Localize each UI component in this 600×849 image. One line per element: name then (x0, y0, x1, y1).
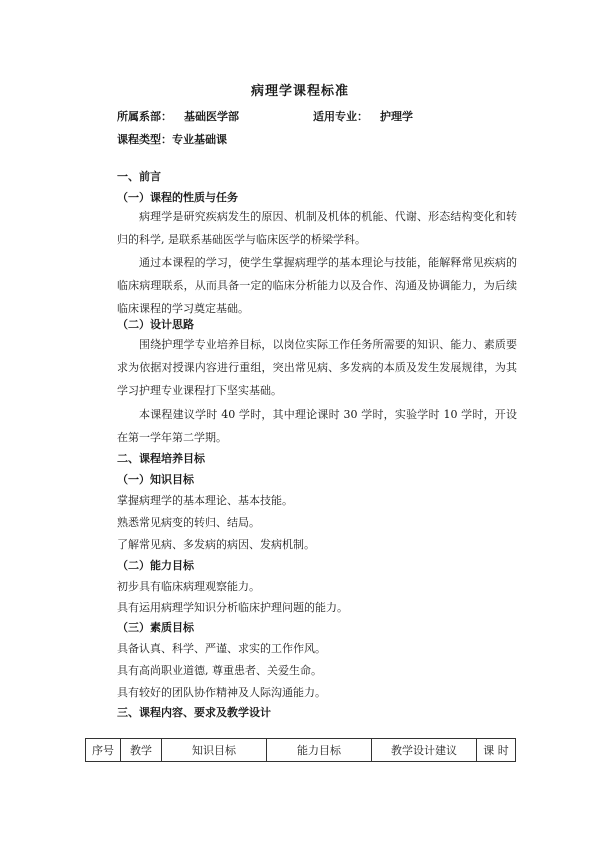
subheading-ability: （二）能力目标 (117, 559, 194, 572)
table-header-cell: 知识目标 (162, 739, 267, 762)
table-header-cell: 能力目标 (267, 739, 372, 762)
table-header-cell: 教学设计建议 (372, 739, 477, 762)
knowledge-item-2: 熟悉常见病变的转归、结局。 (117, 516, 260, 529)
knowledge-item-1: 掌握病理学的基本理论、基本技能。 (117, 494, 293, 507)
course-type-value: 专业基础课 (172, 133, 227, 146)
course-type-field (117, 131, 227, 147)
quality-item-3: 具有较好的团队协作精神及人际沟通能力。 (117, 686, 326, 699)
major-label: 适用专业： (313, 110, 368, 123)
department-label: 所属系部： (117, 110, 172, 123)
table-header-cell: 序号 (86, 739, 121, 762)
table-header-cell: 课 时 (477, 739, 516, 762)
paragraph-nature: 病理学是研究疾病发生的原因、机制及机体的机能、代谢、形态结构变化和转归的科学, 是联系基础医学与临床医学的桥梁学科。 (117, 210, 517, 246)
section-heading-foreword: 一、前言 (117, 170, 161, 183)
department-field (117, 108, 239, 124)
document-title: 病理学课程标准 (250, 84, 349, 99)
table-header-row (86, 739, 516, 762)
subheading-design-idea: （二）设计思路 (117, 318, 194, 331)
ability-item-2: 具有运用病理学知识分析临床护理问题的能力。 (117, 601, 348, 614)
major-value: 护理学 (380, 110, 413, 123)
quality-item-1: 具备认真、科学、严谨、求实的工作作风。 (117, 642, 326, 655)
knowledge-item-3: 了解常见病、多发病的病因、发病机制。 (117, 538, 315, 551)
section-heading-objectives: 二、课程培养目标 (117, 452, 205, 465)
department-value: 基础医学部 (184, 110, 239, 123)
table-header-cell: 教学 (121, 739, 162, 762)
section-heading-content: 三、课程内容、要求及教学设计 (117, 706, 271, 719)
subheading-nature-task: （一）课程的性质与任务 (117, 191, 238, 204)
paragraph-design: 围绕护理学专业培养目标，以岗位实际工作任务所需要的知识、能力、素质要求为依据对授课内容进行重组，突出常见病、多发病的本质及发生发展规律，为其学习护理专业课程打下坚实基础。 (117, 338, 517, 397)
major-field (313, 108, 413, 124)
course-design-table (85, 738, 516, 762)
course-type-label: 课程类型： (117, 133, 172, 146)
quality-item-2: 具有高尚职业道德, 尊重患者、关爱生命。 (117, 664, 322, 677)
subheading-quality: （三）素质目标 (117, 621, 194, 634)
ability-item-1: 初步具有临床病理观察能力。 (117, 580, 260, 593)
paragraph-learning-goal: 通过本课程的学习，使学生掌握病理学的基本理论与技能，能解释常见疾病的临床病理联系，从而具备一定的临床分析能力以及合作、沟通及协调能力，为后续临床课程的学习奠定基础。 (117, 256, 517, 315)
paragraph-hours: 本课程建议学时 40 学时，其中理论课时 30 学时，实验学时 10 学时，开设在第一学年第二学期。 (117, 408, 517, 444)
subheading-knowledge: （一）知识目标 (117, 473, 194, 486)
